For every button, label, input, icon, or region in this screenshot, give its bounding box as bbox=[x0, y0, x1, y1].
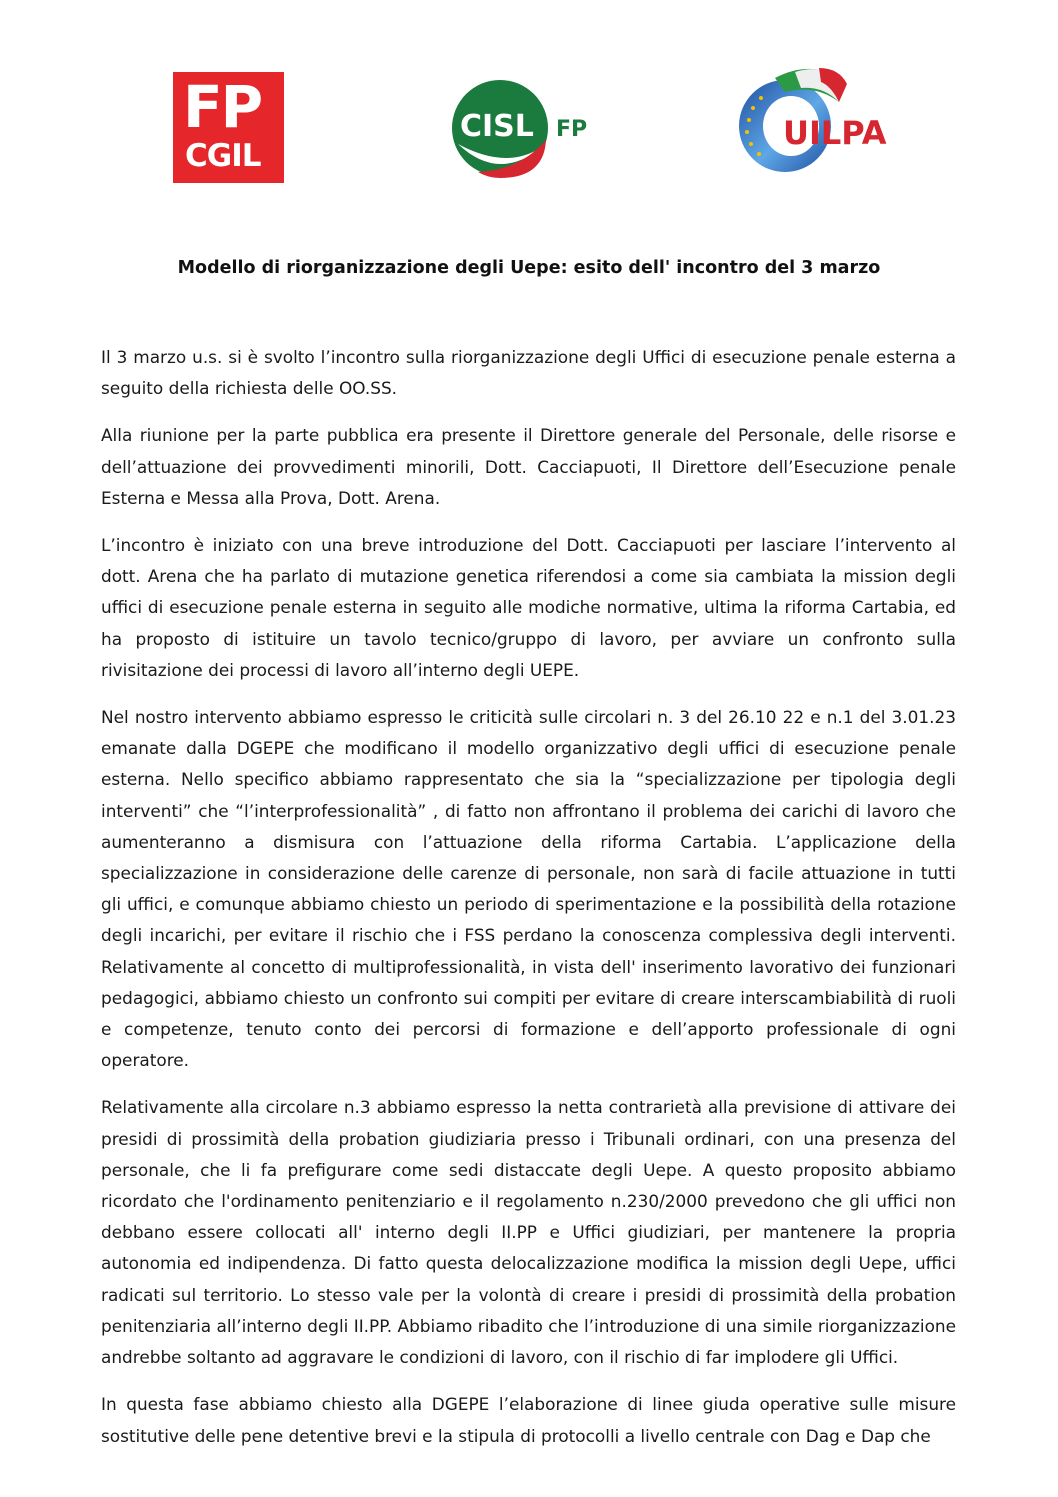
document-body bbox=[101, 342, 956, 1468]
paragraph: Nel nostro intervento abbiamo espresso le criticità sulle circolari n. 3 del 26.10 22 e n.1 del 3.01.23 emanate dalla DGEPE che modificano il modello organizzativo degli uffici di esecuzione penale esterna. Nello specifico abbiamo rappresentato che sia la “specializzazione per tipologia degli interventi” che “l’interprofessionalità” , di fatto non affrontano il problema dei carichi di lavoro che aumenteranno a dismisura con l’attuazione della riforma Cartabia. L’applicazione della specializzazione in considerazione delle carenze di personale, non sarà di facile attuazione in tutti gli uffici, e comunque abbiamo chiesto un periodo di sperimentazione e la possibilità della rotazione degli incarichi, per evitare il rischio che i FSS perdano la conoscenza complessiva degli interventi. Relativamente al concetto di multiprofessionalità, in vista dell' inserimento lavorativo dei funzionari pedagogici, abbiamo chiesto un confronto sui compiti per evitare di creare interscambiabilità di ruoli e competenze, tenuto conto dei percorsi di formazione e dell’apporto professionale di ogni operatore. bbox=[101, 707, 956, 1071]
paragraph: L’incontro è iniziato con una breve introduzione del Dott. Cacciapuoti per lasciare l’intervento al dott. Arena che ha parlato di mutazione genetica riferendosi a come sia cambiata la mission degli uffici di esecuzione penale esterna in seguito alle modiche normative, ultima la riforma Cartabia, ed ha proposto di istituire un tavolo tecnico/gruppo di lavoro, per avviare un confronto sulla rivisitazione dei processi di lavoro all’interno degli UEPE. bbox=[101, 535, 956, 680]
uilpa-logo bbox=[735, 62, 890, 182]
cisl-text: CISL bbox=[460, 109, 534, 144]
cisl-fp-logo bbox=[450, 74, 600, 184]
cisl-fp-text: FP bbox=[556, 117, 588, 142]
uilpa-text: UILPA bbox=[783, 114, 887, 152]
paragraph: Il 3 marzo u.s. si è svolto l’incontro sulla riorganizzazione degli Uffici di esecuzione penale esterna a seguito della richiesta delle OO.SS. bbox=[101, 347, 956, 399]
paragraph: Relativamente alla circolare n.3 abbiamo espresso la netta contrarietà alla previsione di attivare dei presidi di prossimità della probation giudiziaria presso i Tribunali ordinari, con una presenza del personale, che li fa prefigurare come sedi distaccate degli Uepe. A questo proposito abbiamo ricordato che l'ordinamento penitenziario e il regolamento n.230/2000 prevedono che gli uffici non debbano essere collocati all' interno degli II.PP e Uffici giudiziari, per mantenere la propria autonomia ed indipendenza. Di fatto questa delocalizzazione modifica la mission degli Uepe, uffici radicati sul territorio. Lo stesso vale per la volontà di creare i presidi di prossimità della probation penitenziaria all’interno degli II.PP. Abbiamo ribadito che l’introduzione di una simile riorganizzazione andrebbe soltanto ad aggravare le condizioni di lavoro, con il rischio di far implodere gli Uffici. bbox=[101, 1097, 956, 1368]
page-title: Modello di riorganizzazione degli Uepe: esito dell' incontro del 3 marzo bbox=[177, 258, 881, 278]
fp-cgil-logo-fp: FP bbox=[183, 73, 262, 141]
fp-cgil-logo bbox=[173, 72, 284, 183]
paragraph: In questa fase abbiamo chiesto alla DGEPE l’elaborazione di linee giuda operative sulle misure sostitutive delle pene detentive brevi e la stipula di protocolli a livello centrale con Dag e Dap che bbox=[101, 1394, 956, 1446]
paragraph: Alla riunione per la parte pubblica era presente il Direttore generale del Personale, delle risorse e dell’attuazione dei provvedimenti minorili, Dott. Cacciapuoti, Il Direttore dell’Esecuzione penale Esterna e Messa alla Prova, Dott. Arena. bbox=[101, 425, 956, 508]
logo-bar bbox=[0, 60, 1058, 190]
fp-cgil-logo-cgil: CGIL bbox=[185, 138, 261, 174]
